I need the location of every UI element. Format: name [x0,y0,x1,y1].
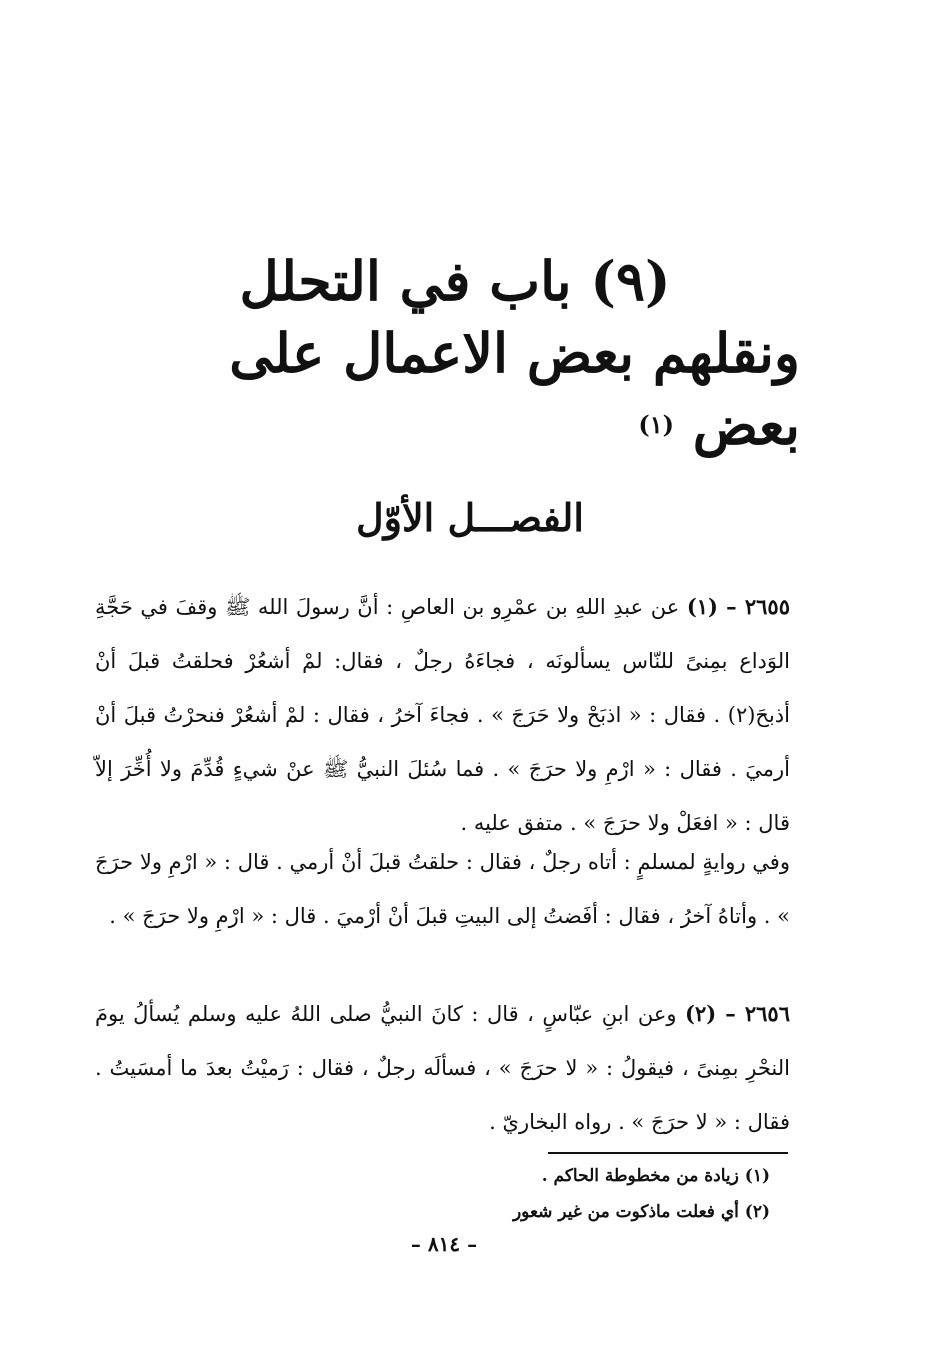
section-heading: الفصـــل الأوّل [356,495,584,540]
hadith-number: ٢٦٥٥ – (١) [686,594,790,619]
page-number: – ٨١٤ – [410,1232,478,1256]
footnote-2: (٢) أي فعلت ماذكوت من غير شعور [512,1202,770,1222]
chapter-title-line-2 [110,317,800,461]
footnote-1: (١) زيادة من مخطوطة الحاكم . [541,1166,770,1186]
hadith-2656 [95,987,790,1149]
chapter-title-line-2-text: ونقلهم بعض الاعمال على بعض [229,321,800,457]
hadith-text: وعن ابنِ عبّاسٍ ، قال : كانَ النبيُّ صلى اللهُ عليه وسلم يُسألُ يومَ النحْرِ بمِنىً ، فيقولُ : « لا حرَجَ » ، فسألَه رجلٌ ، فقال : رَميْتُ بعدَ ما أمسَيتُ . فقال : « لا حرَجَ » . رواه البخاريّ . [95,1002,790,1134]
chapter-title [110,245,800,461]
footnote-divider [548,1152,788,1154]
footnotes [350,1158,770,1230]
chapter-footnote-mark: (١) [638,410,674,439]
hadith-2655 [95,580,790,850]
chapter-title-line-1: (٩) باب في التحلل [239,249,671,313]
hadith-text: عن عبدِ اللهِ بن عمْرِو بن العاصِ : أنَّ رسولَ الله ﷺ وقفَ في حَجَّةِ الوَداع بمِنىً للنّاس يسألونَه ، فجاءَهُ رجلٌ ، فقال: لمْ أشعُرْ فحلقتُ قبلَ أنْ أذبحَ(٢) . فقال : « اذبَحْ ولا حَرَجَ » . فجاءَ آخرُ ، فقال : لمْ أشعُرْ فنحرْتُ قبلَ أنْ أرميَ . فقال : « ارْمِ ولا حرَجَ » . فما سُئلَ النبيُّ ﷺ عنْ شيءٍ قُدِّمَ ولا أُخِّرَ إلاّ قال : « افعَلْ ولا حرَجَ » . متفق عليه . [95,595,790,835]
hadith-2655-muslim-narration [95,835,790,943]
hadith-number: ٢٦٥٦ – (٢) [685,1001,790,1026]
hadith-text: وفي روايةٍ لمسلمٍ : أتاه رجلٌ ، فقال : حلقتُ قبلَ أنْ أرمي . قال : « ارْمِ ولا حرَجَ » . وأتاهُ آخرُ ، فقال : أفَضتُ إلى البيتِ قبلَ أنْ أرْميَ . قال : « ارْمِ ولا حرَجَ » . [95,850,790,928]
